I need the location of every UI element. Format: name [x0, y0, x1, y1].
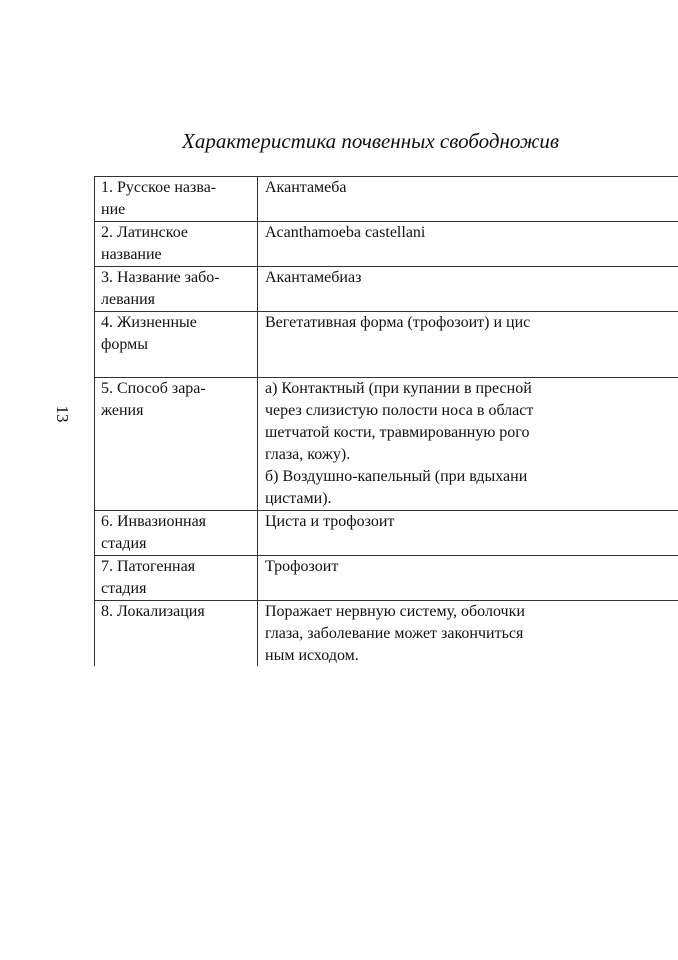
row-label-cell: [95, 222, 258, 267]
row-value-line: глаза, заболевание может закончиться: [265, 625, 524, 642]
row-value-line: Acanthamoeba castellani: [265, 224, 426, 241]
row-label-line: 5. Способ зара-: [101, 380, 206, 397]
row-label-line: 8. Локализация: [101, 603, 205, 620]
row-value-line: ным исходом.: [265, 647, 359, 664]
page-number: 13: [53, 405, 72, 423]
row-value-cell: [258, 267, 678, 312]
table-row: [95, 601, 678, 667]
row-label-line: левания: [101, 291, 156, 308]
table-container: [94, 176, 678, 666]
row-label-line: 2. Латинское: [101, 224, 189, 241]
row-label-cell: [95, 378, 258, 511]
row-label-line: 7. Патогенная: [101, 558, 196, 575]
row-value-line: Циста и трофозоит: [265, 513, 395, 530]
row-value-line: Трофозоит: [265, 558, 339, 575]
row-label-line: жения: [101, 402, 144, 419]
table-row: [95, 177, 678, 222]
row-label-line: 1. Русское назва-: [101, 179, 217, 196]
row-label-cell: [95, 601, 258, 667]
table-row: [95, 556, 678, 601]
row-value-cell: [258, 312, 678, 378]
row-label-line: стадия: [101, 580, 147, 597]
row-value-line: Вегетативная форма (трофозоит) и цис: [265, 314, 531, 331]
table-row: [95, 511, 678, 556]
row-value-line: глаза, кожу).: [265, 446, 351, 463]
table-row: [95, 312, 678, 378]
row-label-cell: [95, 556, 258, 601]
row-value-cell: [258, 378, 678, 511]
row-label-cell: [95, 511, 258, 556]
row-label-cell: [95, 267, 258, 312]
row-label-line: 6. Инвазионная: [101, 513, 207, 530]
row-value-line: шетчатой кости, травмированную рого: [265, 424, 530, 441]
row-value-line: б) Воздушно-капельный (при вдыхани: [265, 468, 528, 485]
row-value-line: Акантамеба: [265, 179, 347, 196]
row-value-line: цистами).: [265, 490, 332, 507]
page-title: Характеристика почвенных свободножив: [182, 129, 559, 153]
row-label-line: стадия: [101, 535, 147, 552]
info-table: [94, 176, 678, 666]
row-label-cell: [95, 312, 258, 378]
row-value-cell: [258, 556, 678, 601]
row-label-line: формы: [101, 336, 148, 353]
row-value-line: через слизистую полости носа в област: [265, 402, 534, 419]
row-value-line: Акантамебиаз: [265, 269, 362, 286]
row-label-line: 3. Название забо-: [101, 269, 220, 286]
table-row: [95, 378, 678, 511]
row-value-cell: [258, 222, 678, 267]
row-value-line: Поражает нервную систему, оболочки: [265, 603, 525, 620]
row-value-cell: [258, 177, 678, 222]
row-value-cell: [258, 511, 678, 556]
row-value-cell: [258, 601, 678, 667]
table-row: [95, 267, 678, 312]
table-row: [95, 222, 678, 267]
row-label-line: название: [101, 246, 162, 263]
row-value-line: а) Контактный (при купании в пресной: [265, 380, 532, 397]
row-label-cell: [95, 177, 258, 222]
row-label-line: 4. Жизненные: [101, 314, 197, 331]
row-label-line: ние: [101, 201, 126, 218]
